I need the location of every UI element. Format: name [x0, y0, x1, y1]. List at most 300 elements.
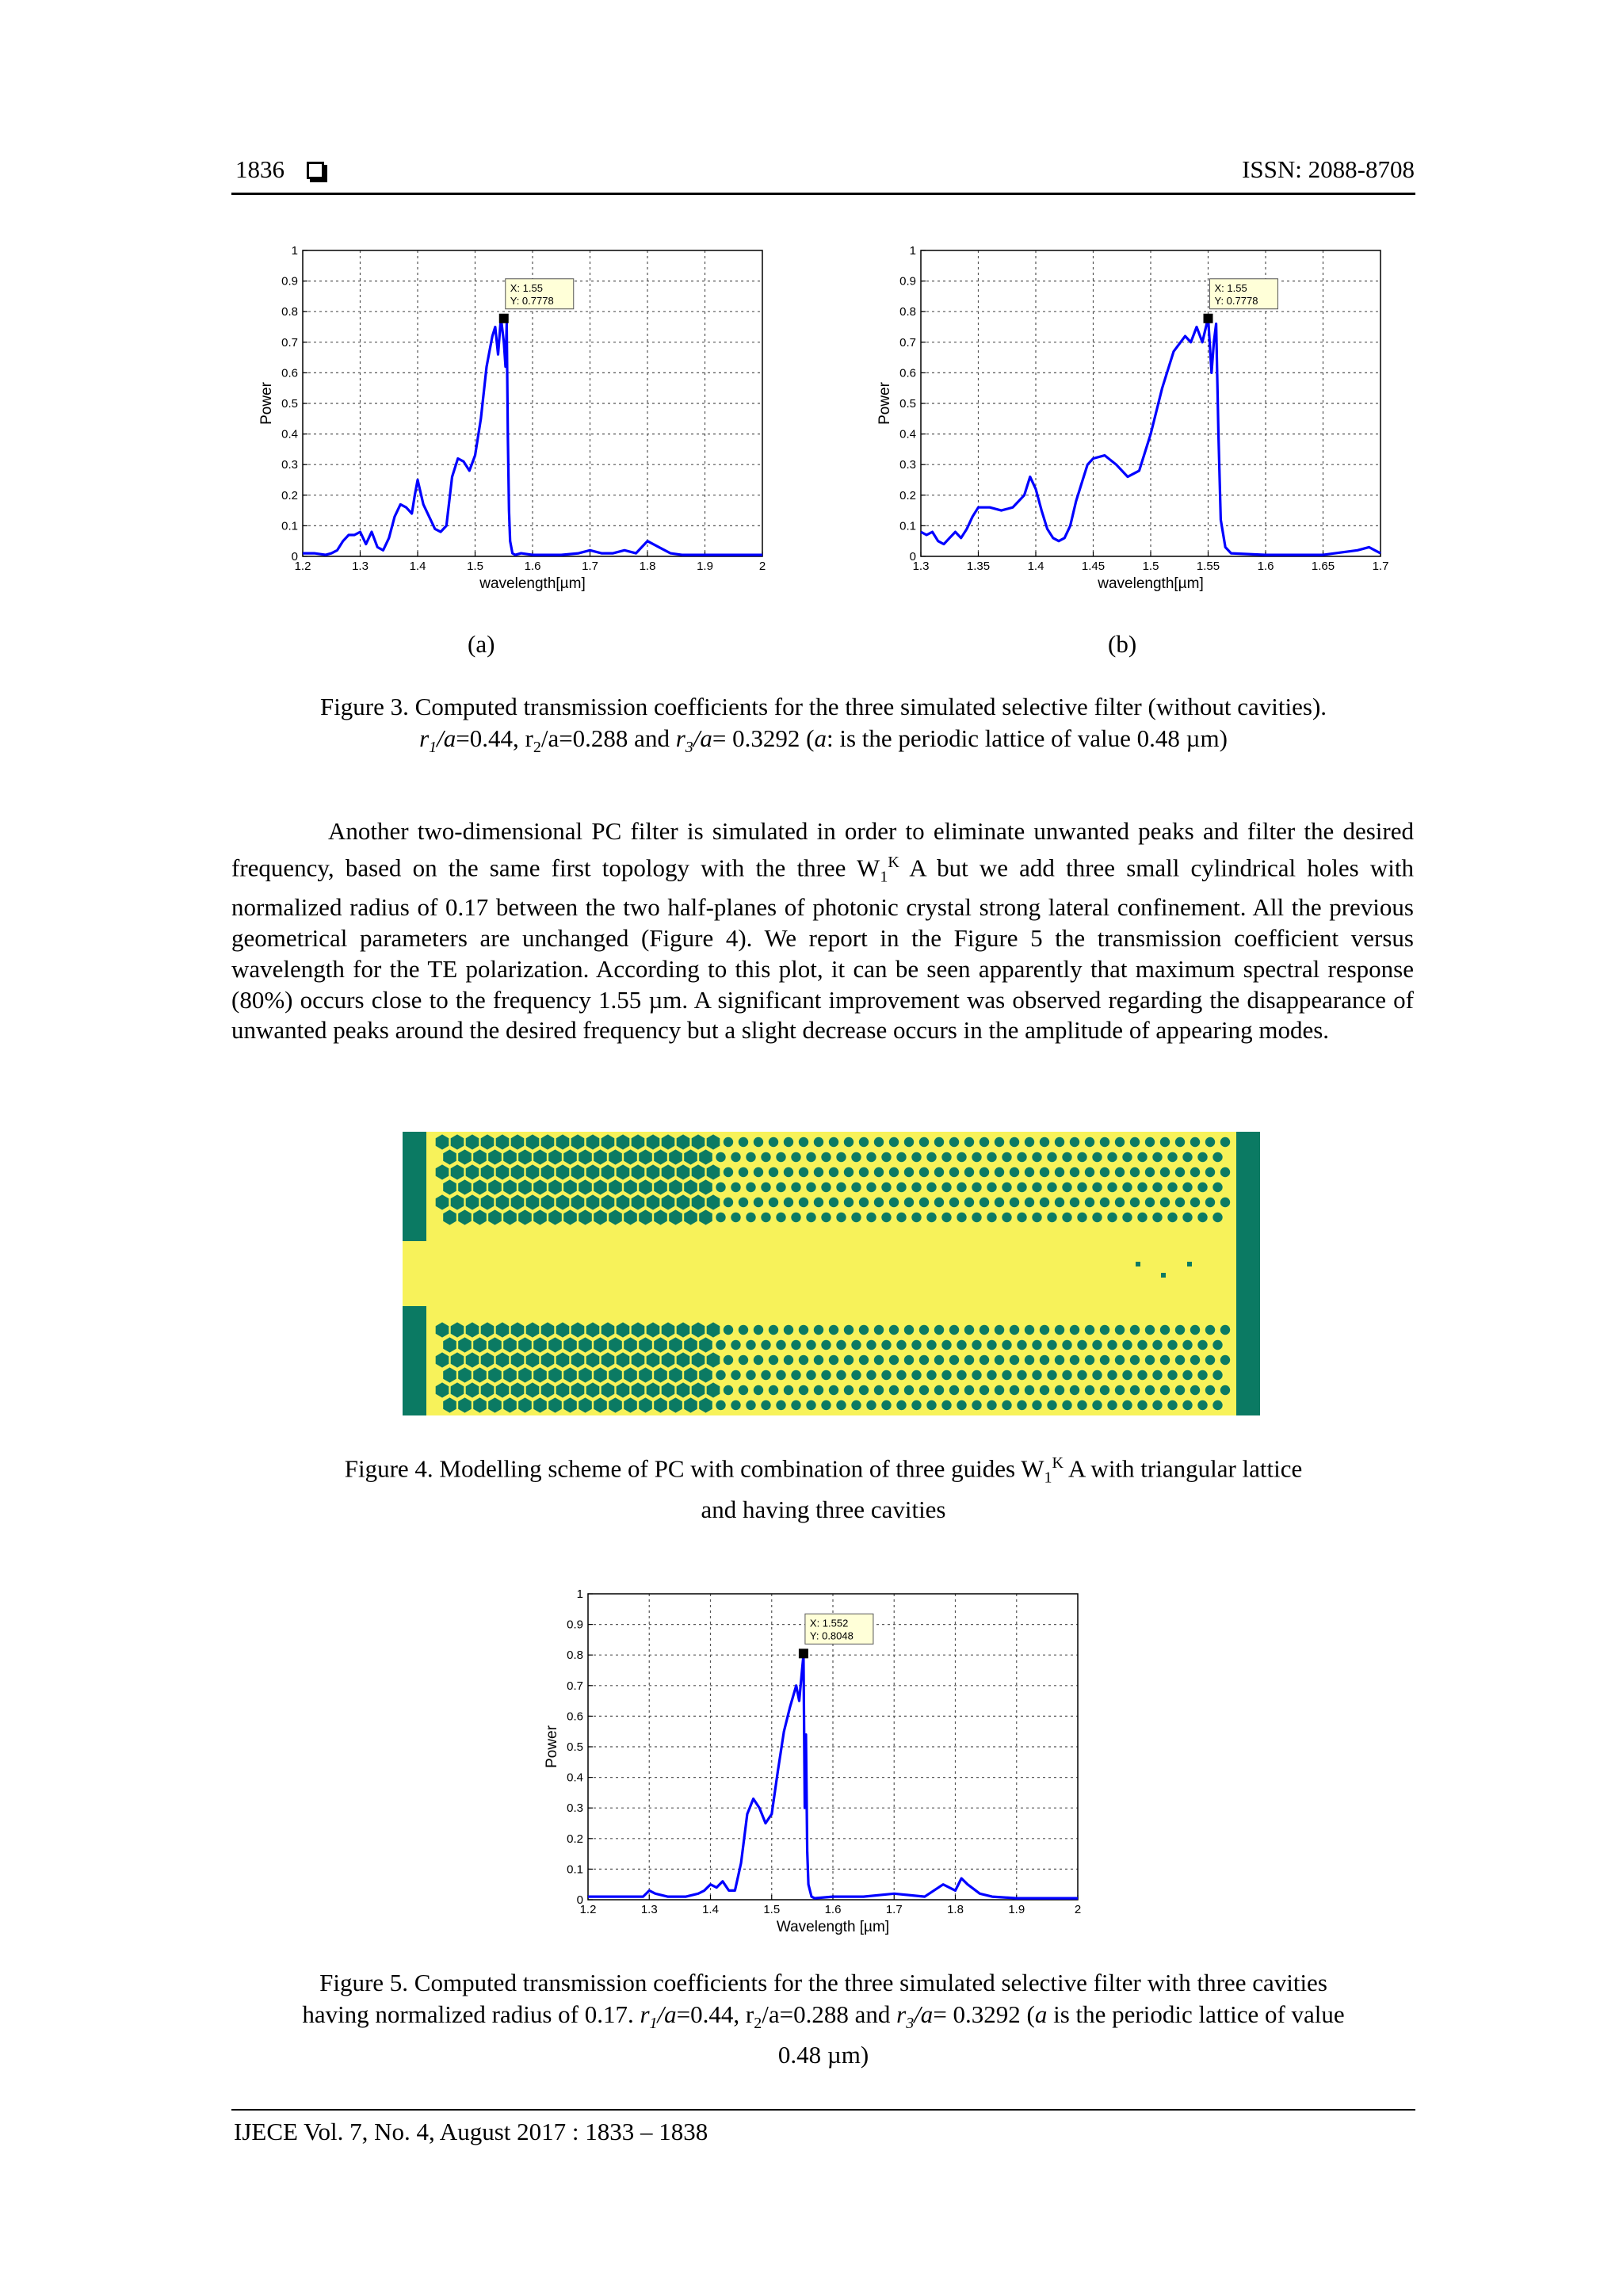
- lattice-hole: [746, 1340, 755, 1350]
- y-tick-label: 0.1: [567, 1862, 583, 1877]
- lattice-hole: [1152, 1400, 1162, 1410]
- y-tick-label: 0.5: [567, 1740, 583, 1754]
- figure-5-caption: Figure 5. Computed transmission coefficients for the three simulated selective filter with three cavities having normalized radius of 0.17. $r_1/a=0.44$, $r_2/a=0.288$ and $r_3/a= 0.3292$ (a is the periodic lattice of value 0.48 µm): [302, 1969, 1345, 2069]
- lattice-hole: [806, 1182, 815, 1192]
- lattice-hole: [1062, 1400, 1071, 1410]
- lattice-hole: [1032, 1213, 1041, 1222]
- lattice-hole: [1107, 1152, 1117, 1162]
- lattice-hole: [1115, 1137, 1125, 1147]
- lattice-hole: [995, 1137, 1004, 1147]
- lattice-hole: [919, 1355, 929, 1365]
- lattice-hole: [866, 1370, 876, 1380]
- lattice-hole: [1062, 1340, 1071, 1350]
- lattice-hole: [1025, 1385, 1034, 1395]
- y-tick-label: 0: [576, 1893, 583, 1907]
- lattice-hole: [1040, 1198, 1049, 1207]
- lattice-hole: [987, 1400, 996, 1410]
- x-axis-label: wavelength[µm]: [1098, 575, 1204, 592]
- lattice-hole: [754, 1355, 763, 1365]
- lattice-hole: [739, 1167, 748, 1177]
- lattice-hole: [1182, 1340, 1192, 1350]
- lattice-hole: [1160, 1137, 1170, 1147]
- lattice-hole: [1167, 1152, 1177, 1162]
- lattice-hole: [784, 1325, 793, 1335]
- lattice-hole: [1145, 1198, 1155, 1207]
- lattice-hole: [1220, 1167, 1230, 1177]
- lattice-hole: [1175, 1325, 1185, 1335]
- lattice-hole: [1070, 1385, 1079, 1395]
- lattice-hole: [911, 1370, 921, 1380]
- footer-text: IJECE Vol. 7, No. 4, August 2017 : 1833 – 1838: [234, 2118, 708, 2145]
- cavity-hole: [1136, 1262, 1140, 1266]
- lattice-hole: [949, 1137, 959, 1147]
- lattice-hole: [791, 1182, 800, 1192]
- y-tick-label: 0.6: [899, 366, 916, 380]
- lattice-hole: [799, 1385, 808, 1395]
- lattice-hole: [889, 1385, 899, 1395]
- y-tick-label: 0.6: [567, 1710, 583, 1724]
- lattice-hole: [1130, 1385, 1140, 1395]
- lattice-hole: [889, 1355, 899, 1365]
- lattice-hole: [1032, 1340, 1041, 1350]
- lattice-hole: [821, 1340, 831, 1350]
- lattice-hole: [926, 1400, 936, 1410]
- datatip-x: X: 1.552: [809, 1617, 849, 1629]
- lattice-hole: [836, 1213, 846, 1222]
- lattice-hole: [724, 1167, 733, 1177]
- y-tick-label: 0: [291, 550, 298, 563]
- x-tick-label: 1.4: [1027, 560, 1044, 573]
- lattice-hole: [716, 1400, 725, 1410]
- lattice-hole: [1220, 1137, 1230, 1147]
- lattice-hole: [1017, 1400, 1026, 1410]
- lattice-hole: [881, 1400, 891, 1410]
- lattice-hole: [859, 1198, 869, 1207]
- y-tick-label: 0.7: [281, 335, 298, 350]
- lattice-hole: [724, 1137, 733, 1147]
- lattice-hole: [776, 1182, 785, 1192]
- lattice-hole: [1190, 1325, 1200, 1335]
- lattice-hole: [844, 1137, 854, 1147]
- x-tick-label: 1.7: [885, 1903, 903, 1916]
- x-tick-label: 1.55: [1196, 560, 1220, 573]
- lattice-hole: [821, 1213, 831, 1222]
- y-axis-label: Power: [544, 1725, 560, 1768]
- lattice-hole: [896, 1213, 906, 1222]
- lattice-hole: [874, 1325, 884, 1335]
- lattice-hole: [926, 1340, 936, 1350]
- lattice-hole: [964, 1167, 974, 1177]
- lattice-hole: [1182, 1152, 1192, 1162]
- lattice-hole: [1032, 1370, 1041, 1380]
- lattice-hole: [1100, 1355, 1109, 1365]
- lattice-hole: [1145, 1167, 1155, 1177]
- lattice-hole: [1197, 1340, 1207, 1350]
- lattice-hole: [957, 1152, 966, 1162]
- lattice-hole: [814, 1355, 823, 1365]
- lattice-hole: [836, 1400, 846, 1410]
- lattice-hole: [769, 1385, 778, 1395]
- lattice-hole: [1047, 1152, 1056, 1162]
- lattice-hole: [1017, 1152, 1026, 1162]
- lattice-hole: [829, 1325, 838, 1335]
- lattice-hole: [791, 1152, 800, 1162]
- lattice-hole: [746, 1182, 755, 1192]
- lattice-hole: [949, 1325, 959, 1335]
- lattice-hole: [926, 1152, 936, 1162]
- lattice-hole: [1070, 1137, 1079, 1147]
- lattice-hole: [769, 1355, 778, 1365]
- scheme-left-bar-bottom: [403, 1306, 426, 1415]
- lattice-hole: [799, 1198, 808, 1207]
- lattice-hole: [980, 1198, 989, 1207]
- lattice-hole: [934, 1325, 944, 1335]
- y-tick-label: 0.3: [281, 458, 298, 472]
- lattice-hole: [1025, 1167, 1034, 1177]
- lattice-hole: [1055, 1385, 1064, 1395]
- lattice-hole: [1130, 1325, 1140, 1335]
- y-tick-label: 0.1: [899, 519, 916, 533]
- lattice-hole: [1107, 1213, 1117, 1222]
- lattice-hole: [1182, 1182, 1192, 1192]
- y-tick-label: 0.3: [899, 458, 916, 472]
- lattice-hole: [799, 1325, 808, 1335]
- lattice-hole: [731, 1213, 740, 1222]
- issn: ISSN: 2088-8708: [1242, 155, 1415, 183]
- lattice-hole: [1055, 1355, 1064, 1365]
- lattice-hole: [874, 1355, 884, 1365]
- x-tick-label: 1.8: [639, 560, 656, 573]
- lattice-hole: [1175, 1198, 1185, 1207]
- lattice-hole: [1025, 1325, 1034, 1335]
- lattice-hole: [851, 1182, 861, 1192]
- x-tick-label: 1.6: [524, 560, 541, 573]
- y-tick-label: 0.5: [281, 397, 298, 411]
- lattice-hole: [739, 1198, 748, 1207]
- lattice-hole: [896, 1400, 906, 1410]
- y-tick-label: 0.9: [567, 1618, 583, 1632]
- cavity-hole: [1161, 1273, 1166, 1278]
- lattice-hole: [851, 1400, 861, 1410]
- lattice-hole: [1062, 1182, 1071, 1192]
- y-tick-label: 0.2: [281, 488, 298, 502]
- lattice-hole: [1010, 1167, 1019, 1177]
- lattice-hole: [1085, 1385, 1094, 1395]
- lattice-hole: [1047, 1340, 1056, 1350]
- lattice-hole: [964, 1355, 974, 1365]
- lattice-hole: [821, 1152, 831, 1162]
- lattice-hole: [769, 1167, 778, 1177]
- header-rule: [231, 193, 1415, 195]
- lattice-hole: [1182, 1370, 1192, 1380]
- lattice-hole: [995, 1385, 1004, 1395]
- lattice-hole: [1167, 1182, 1177, 1192]
- lattice-hole: [814, 1167, 823, 1177]
- lattice-hole: [934, 1167, 944, 1177]
- lattice-hole: [1175, 1385, 1185, 1395]
- lattice-hole: [1220, 1325, 1230, 1335]
- lattice-hole: [1077, 1340, 1086, 1350]
- lattice-hole: [829, 1198, 838, 1207]
- lattice-hole: [934, 1198, 944, 1207]
- lattice-hole: [769, 1325, 778, 1335]
- lattice-hole: [980, 1325, 989, 1335]
- lattice-hole: [859, 1325, 869, 1335]
- lattice-hole: [844, 1355, 854, 1365]
- lattice-hole: [784, 1167, 793, 1177]
- lattice-hole: [1167, 1340, 1177, 1350]
- lattice-hole: [761, 1370, 770, 1380]
- lattice-hole: [1002, 1213, 1011, 1222]
- page-number: 1836: [235, 155, 324, 184]
- lattice-hole: [964, 1137, 974, 1147]
- lattice-hole: [1137, 1400, 1147, 1410]
- lattice-hole: [1017, 1213, 1026, 1222]
- lattice-hole: [776, 1213, 785, 1222]
- lattice-hole: [1197, 1182, 1207, 1192]
- lattice-hole: [1002, 1370, 1011, 1380]
- lattice-hole: [1167, 1213, 1177, 1222]
- lattice-hole: [1062, 1370, 1071, 1380]
- datatip-marker: [499, 314, 509, 323]
- lattice-hole: [791, 1340, 800, 1350]
- lattice-hole: [791, 1400, 800, 1410]
- lattice-hole: [889, 1137, 899, 1147]
- lattice-hole: [866, 1182, 876, 1192]
- x-tick-label: 1.3: [912, 560, 930, 573]
- square-bullet-icon: [307, 162, 324, 179]
- x-tick-label: 2: [758, 560, 766, 573]
- lattice-hole: [904, 1137, 914, 1147]
- lattice-hole: [1070, 1325, 1079, 1335]
- lattice-hole: [941, 1370, 951, 1380]
- lattice-hole: [1092, 1213, 1102, 1222]
- lattice-hole: [1115, 1385, 1125, 1395]
- lattice-hole: [1107, 1182, 1117, 1192]
- lattice-hole: [1070, 1355, 1079, 1365]
- lattice-hole: [949, 1355, 959, 1365]
- lattice-hole: [874, 1167, 884, 1177]
- lattice-hole: [761, 1400, 770, 1410]
- lattice-hole: [1220, 1355, 1230, 1365]
- lattice-hole: [1205, 1167, 1215, 1177]
- lattice-hole: [919, 1198, 929, 1207]
- lattice-hole: [754, 1198, 763, 1207]
- lattice-hole: [1100, 1137, 1109, 1147]
- lattice-hole: [881, 1340, 891, 1350]
- lattice-hole: [1085, 1167, 1094, 1177]
- y-tick-label: 0.6: [281, 366, 298, 380]
- y-tick-label: 0.3: [567, 1801, 583, 1816]
- lattice-hole: [1160, 1325, 1170, 1335]
- lattice-hole: [1040, 1137, 1049, 1147]
- lattice-hole: [716, 1182, 725, 1192]
- x-tick-label: 1.4: [702, 1903, 719, 1916]
- lattice-hole: [836, 1182, 846, 1192]
- lattice-hole: [1092, 1182, 1102, 1192]
- lattice-hole: [844, 1325, 854, 1335]
- lattice-hole: [949, 1167, 959, 1177]
- lattice-hole: [874, 1198, 884, 1207]
- lattice-hole: [1032, 1152, 1041, 1162]
- lattice-hole: [761, 1213, 770, 1222]
- y-tick-label: 1: [291, 244, 298, 258]
- x-tick-label: 1.2: [579, 1903, 597, 1916]
- lattice-hole: [957, 1400, 966, 1410]
- lattice-hole: [904, 1355, 914, 1365]
- datatip-x: X: 1.55: [510, 281, 543, 294]
- y-tick-label: 0.9: [899, 274, 916, 288]
- lattice-hole: [739, 1355, 748, 1365]
- datatip-y: Y: 0.7778: [1214, 294, 1258, 307]
- lattice-hole: [1152, 1370, 1162, 1380]
- lattice-hole: [1047, 1182, 1056, 1192]
- lattice-hole: [1130, 1355, 1140, 1365]
- lattice-hole: [1002, 1400, 1011, 1410]
- lattice-hole: [1017, 1182, 1026, 1192]
- lattice-hole: [1100, 1325, 1109, 1335]
- figure-4-caption: Figure 4. Modelling scheme of PC with combination of three guides $W_1^K$ A with triangular lattice and having three cavities: [344, 1454, 1303, 1523]
- lattice-hole: [1137, 1213, 1147, 1222]
- y-tick-label: 0.8: [567, 1648, 583, 1663]
- lattice-hole: [1205, 1385, 1215, 1395]
- lattice-hole: [859, 1355, 869, 1365]
- lattice-hole: [957, 1340, 966, 1350]
- lattice-hole: [874, 1385, 884, 1395]
- lattice-hole: [761, 1340, 770, 1350]
- lattice-hole: [919, 1137, 929, 1147]
- lattice-hole: [1115, 1325, 1125, 1335]
- lattice-hole: [799, 1355, 808, 1365]
- lattice-hole: [1017, 1340, 1026, 1350]
- lattice-hole: [881, 1152, 891, 1162]
- x-tick-label: 1.5: [1142, 560, 1159, 573]
- lattice-hole: [1175, 1355, 1185, 1365]
- lattice-hole: [911, 1400, 921, 1410]
- lattice-hole: [1130, 1198, 1140, 1207]
- lattice-hole: [799, 1137, 808, 1147]
- lattice-hole: [761, 1182, 770, 1192]
- lattice-hole: [1092, 1400, 1102, 1410]
- lattice-hole: [784, 1355, 793, 1365]
- lattice-hole: [1175, 1137, 1185, 1147]
- lattice-hole: [716, 1340, 725, 1350]
- lattice-hole: [904, 1167, 914, 1177]
- lattice-hole: [1115, 1198, 1125, 1207]
- lattice-hole: [1212, 1400, 1222, 1410]
- lattice-hole: [866, 1152, 876, 1162]
- lattice-hole: [1010, 1137, 1019, 1147]
- x-tick-label: 1.5: [467, 560, 483, 573]
- lattice-hole: [1070, 1198, 1079, 1207]
- lattice-hole: [1107, 1400, 1117, 1410]
- y-tick-label: 0.4: [281, 427, 298, 441]
- lattice-hole: [1197, 1152, 1207, 1162]
- lattice-hole: [859, 1167, 869, 1177]
- y-tick-label: 0.8: [281, 305, 298, 319]
- lattice-hole: [919, 1385, 929, 1395]
- lattice-hole: [1137, 1370, 1147, 1380]
- lattice-hole: [829, 1167, 838, 1177]
- lattice-hole: [911, 1152, 921, 1162]
- x-tick-label: 1.6: [1257, 560, 1274, 573]
- lattice-hole: [1085, 1325, 1094, 1335]
- lattice-hole: [1010, 1198, 1019, 1207]
- lattice-hole: [964, 1385, 974, 1395]
- lattice-hole: [926, 1370, 936, 1380]
- lattice-hole: [806, 1340, 815, 1350]
- lattice-hole: [1085, 1198, 1094, 1207]
- lattice-hole: [1175, 1167, 1185, 1177]
- lattice-hole: [889, 1325, 899, 1335]
- lattice-hole: [724, 1325, 733, 1335]
- lattice-hole: [1100, 1167, 1109, 1177]
- x-axis-label: Wavelength [µm]: [776, 1919, 890, 1935]
- lattice-hole: [859, 1385, 869, 1395]
- lattice-hole: [1145, 1325, 1155, 1335]
- lattice-hole: [1160, 1167, 1170, 1177]
- lattice-hole: [1115, 1167, 1125, 1177]
- lattice-hole: [995, 1198, 1004, 1207]
- lattice-hole: [1062, 1152, 1071, 1162]
- x-tick-label: 1.4: [409, 560, 426, 573]
- lattice-hole: [1032, 1182, 1041, 1192]
- lattice-hole: [941, 1340, 951, 1350]
- lattice-hole: [1010, 1385, 1019, 1395]
- lattice-hole: [896, 1182, 906, 1192]
- lattice-hole: [814, 1198, 823, 1207]
- lattice-hole: [987, 1182, 996, 1192]
- lattice-hole: [1130, 1167, 1140, 1177]
- x-tick-label: 1.6: [824, 1903, 842, 1916]
- y-tick-label: 0.2: [899, 488, 916, 502]
- lattice-hole: [919, 1167, 929, 1177]
- lattice-hole: [980, 1167, 989, 1177]
- lattice-hole: [776, 1400, 785, 1410]
- lattice-hole: [1040, 1325, 1049, 1335]
- lattice-hole: [844, 1385, 854, 1395]
- x-tick-label: 1.65: [1311, 560, 1335, 573]
- lattice-hole: [934, 1355, 944, 1365]
- lattice-hole: [1190, 1137, 1200, 1147]
- lattice-hole: [1220, 1385, 1230, 1395]
- lattice-hole: [851, 1213, 861, 1222]
- lattice-hole: [911, 1340, 921, 1350]
- lattice-hole: [1212, 1213, 1222, 1222]
- lattice-hole: [1167, 1370, 1177, 1380]
- lattice-hole: [731, 1182, 740, 1192]
- lattice-hole: [806, 1400, 815, 1410]
- lattice-hole: [1190, 1355, 1200, 1365]
- lattice-hole: [1092, 1152, 1102, 1162]
- y-tick-label: 0: [909, 550, 916, 563]
- y-axis-label: Power: [876, 382, 893, 425]
- lattice-hole: [889, 1198, 899, 1207]
- lattice-hole: [957, 1213, 966, 1222]
- lattice-hole: [1047, 1370, 1056, 1380]
- lattice-hole: [987, 1152, 996, 1162]
- lattice-hole: [806, 1213, 815, 1222]
- lattice-hole: [1122, 1370, 1132, 1380]
- x-tick-label: 1.3: [352, 560, 369, 573]
- y-tick-label: 0.5: [899, 397, 916, 411]
- x-tick-label: 1.7: [1372, 560, 1389, 573]
- lattice-hole: [881, 1370, 891, 1380]
- lattice-hole: [776, 1340, 785, 1350]
- lattice-hole: [791, 1213, 800, 1222]
- lattice-hole: [1182, 1213, 1192, 1222]
- lattice-hole: [716, 1213, 725, 1222]
